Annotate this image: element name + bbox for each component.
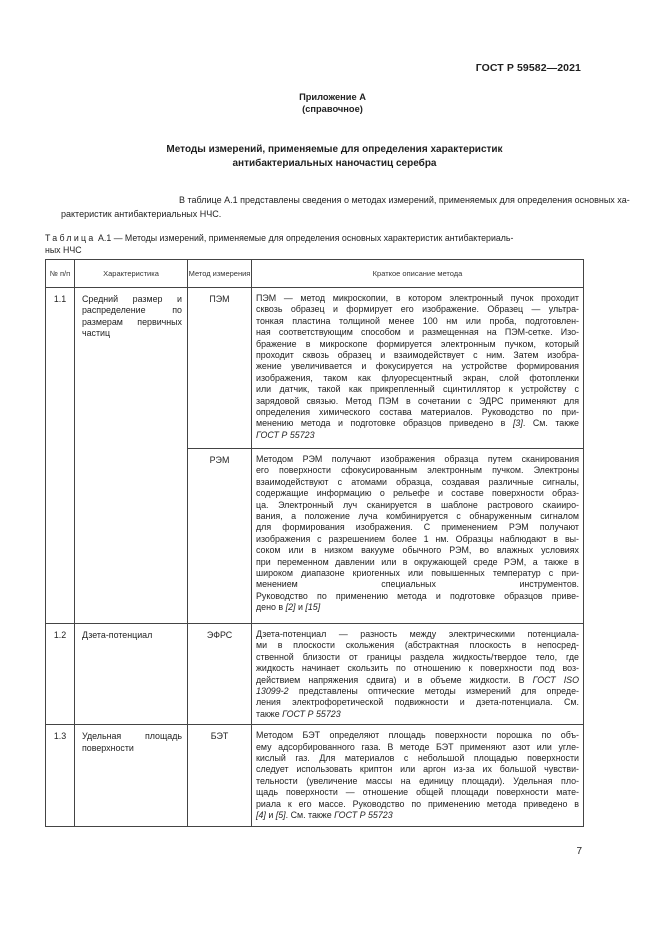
description-line: его поверхности сфокусированным электронным пучком. Электроны (256, 465, 579, 476)
header-description: Краткое описание метода (252, 260, 584, 288)
row-characteristic: Дзета-потенциал (75, 624, 188, 725)
description-line: жение увеличивается и фокусируется на устройстве формирования (256, 361, 579, 372)
description-line: ца. Электронный луч сканируется в шаблоне растрового скаииро- (256, 499, 579, 510)
appendix-title: Приложение А (299, 92, 366, 102)
description-line: определения химического состава материалов. Руководство по при- (256, 407, 579, 418)
row-number: 1.1 (46, 288, 75, 624)
document-standard-number: ГОСТ Р 59582—2021 (475, 62, 581, 74)
description-line: бражение в микроскопе формируется электронным пучком, который (256, 338, 579, 349)
description-line: широком диапазоне криогенных или повышенных температур с при- (256, 568, 579, 579)
section-title-line1: Методы измерений, применяемые для определения характеристик (166, 144, 503, 155)
row-number: 1.3 (46, 725, 75, 826)
table-row (46, 624, 584, 725)
description-line: менением специальных инструментов. (256, 579, 579, 590)
header-no: № п/п (46, 260, 75, 288)
appendix-subtitle: (справочное) (302, 103, 363, 114)
description-line: или датчик, такой как прикрепленный сцинтиллятор к устройству с (256, 384, 579, 395)
description-line: для формирования изображения. С применением РЭМ получают (256, 522, 579, 533)
description-line: Дзета-потенциал — разность между электрическими потенциала- (256, 629, 579, 639)
table-caption-line2: ных НЧС (45, 244, 82, 255)
header-characteristic: Характеристика (75, 260, 188, 288)
description-line: также ГОСТ Р 55723 (256, 708, 341, 719)
description-line: ная соответствующим способом и размещенная на ПЭМ-сетке. Изо- (256, 327, 579, 338)
table-row (46, 288, 584, 449)
description-line: соком или в низком вакууме обычного РЭМ, во влажных условиях (256, 545, 579, 556)
description-line: жидкость начинает скользить по отношению к поверхности под воз- (256, 663, 579, 674)
description-line: тонкая пластина толщиной менее 100 нм или проба, подготовлен- (256, 315, 579, 326)
description-line: Методом РЭМ получают изображения образца путем сканирования (256, 454, 579, 464)
description-line: изображения с разрешением более 1 нм. Образцы наблюдают в вы- (256, 533, 579, 544)
description-line: содержащие информацию о рельефе и составе поверхности образ- (256, 488, 579, 499)
description-line: щадь поверхности — отношение общей площади поверхности мате- (256, 787, 579, 798)
row-number: 1.2 (46, 624, 75, 725)
description-line: тельности (увеличение массы на единицу площади). Удельная пло- (256, 775, 579, 786)
description-line: кислый газ. Для материалов с небольшой площадью поверхности (256, 753, 579, 764)
description-line: ственной близости от границы раздела жидкость/твердое тело, где (256, 651, 579, 662)
methods-table (45, 259, 584, 827)
table-header-row (46, 260, 584, 288)
description-line: сквозь образец и формирует его изображение. Образец — ультра- (256, 304, 579, 315)
appendix-heading (0, 92, 661, 115)
description-line: ему адсорбированного газа. В методе БЭТ применяют азот или угле- (256, 741, 579, 752)
description-line: зарядовой связью. Метод ПЭМ в сочетании с ЭДРС применяют для (256, 395, 579, 406)
description-line: вания, а положение луча комбинируется с обнаруженным сигналом (256, 511, 579, 522)
row-characteristic: Средний размер и распределение по размерам первичных частиц (75, 288, 188, 624)
description-line: [4] и [5]. См. также ГОСТ Р 55723 (256, 810, 393, 821)
intro-paragraph (61, 194, 630, 221)
intro-line-1: В таблице А.1 представлены сведения о методах измерений, применяемых для определения основных ха- (179, 195, 630, 205)
description-line: Руководство по применению метода и подготовке образцов приве- (256, 590, 579, 601)
row-method: ПЭМ (188, 288, 252, 449)
description-line: действием напряжения сдвига) и в объеме жидкости. В ГОСТ ISO (256, 674, 579, 685)
row-characteristic: Удельная площадь поверхности (75, 725, 188, 826)
description-line: риала к его массе. Руководство по применению метода приведено в (256, 798, 579, 809)
table-caption-word: Таблица (45, 233, 96, 243)
description-line: ПЭМ — метод микроскопии, в котором электронный пучок проходит (256, 293, 579, 303)
row-method: ЭФРС (188, 624, 252, 725)
description-line: дено в [2] и [15] (256, 602, 321, 613)
description-line: ления электрофоретической подвижности и дзета-потенциала. См. (256, 697, 579, 708)
description-line: 13099-2 представлены оптические методы измерений для опреде- (256, 686, 579, 697)
description-line: ГОСТ Р 55723 (256, 429, 315, 440)
row-description (252, 624, 584, 725)
table-caption-text: А.1 — Методы измерений, применяемые для определения основных характеристик антибактериаль- (98, 233, 514, 243)
description-line: менению метода и подготовке образцов приведено в [3]. См. также (256, 418, 579, 429)
section-title-line2: антибактериальных наночастиц серебра (232, 157, 437, 169)
row-description (252, 725, 584, 826)
table-caption (45, 233, 583, 256)
description-line: Методом БЭТ определяют площадь поверхности порошка по объ- (256, 730, 579, 741)
row-method: РЭМ (188, 449, 252, 624)
description-line: при переменном давлении или в окружающей среде РЭМ, а также в (256, 556, 579, 567)
header-method: Метод измерения (188, 260, 252, 288)
intro-line-2: рактеристик антибактериальных НЧС. (61, 208, 222, 219)
row-description (252, 288, 584, 449)
table-row (46, 725, 584, 826)
section-title (0, 143, 661, 170)
description-line: изображения, таком как флуоресцентный экран, слой фотопленки (256, 372, 579, 383)
row-method: БЭТ (188, 725, 252, 826)
description-line: взаимодействуют с атомами образца, создавая различные сигналы, (256, 476, 579, 487)
row-description (252, 449, 584, 624)
description-line: следует использовать криптон или аргон из-за их большой чувстви- (256, 764, 579, 775)
description-line: проходит сквозь образец и взаимодействует с ним. Затем изобра- (256, 350, 579, 361)
page-number: 7 (576, 846, 582, 857)
description-line: ми в плоскости скольжения (абстрактная плоскость в непосред- (256, 640, 579, 651)
